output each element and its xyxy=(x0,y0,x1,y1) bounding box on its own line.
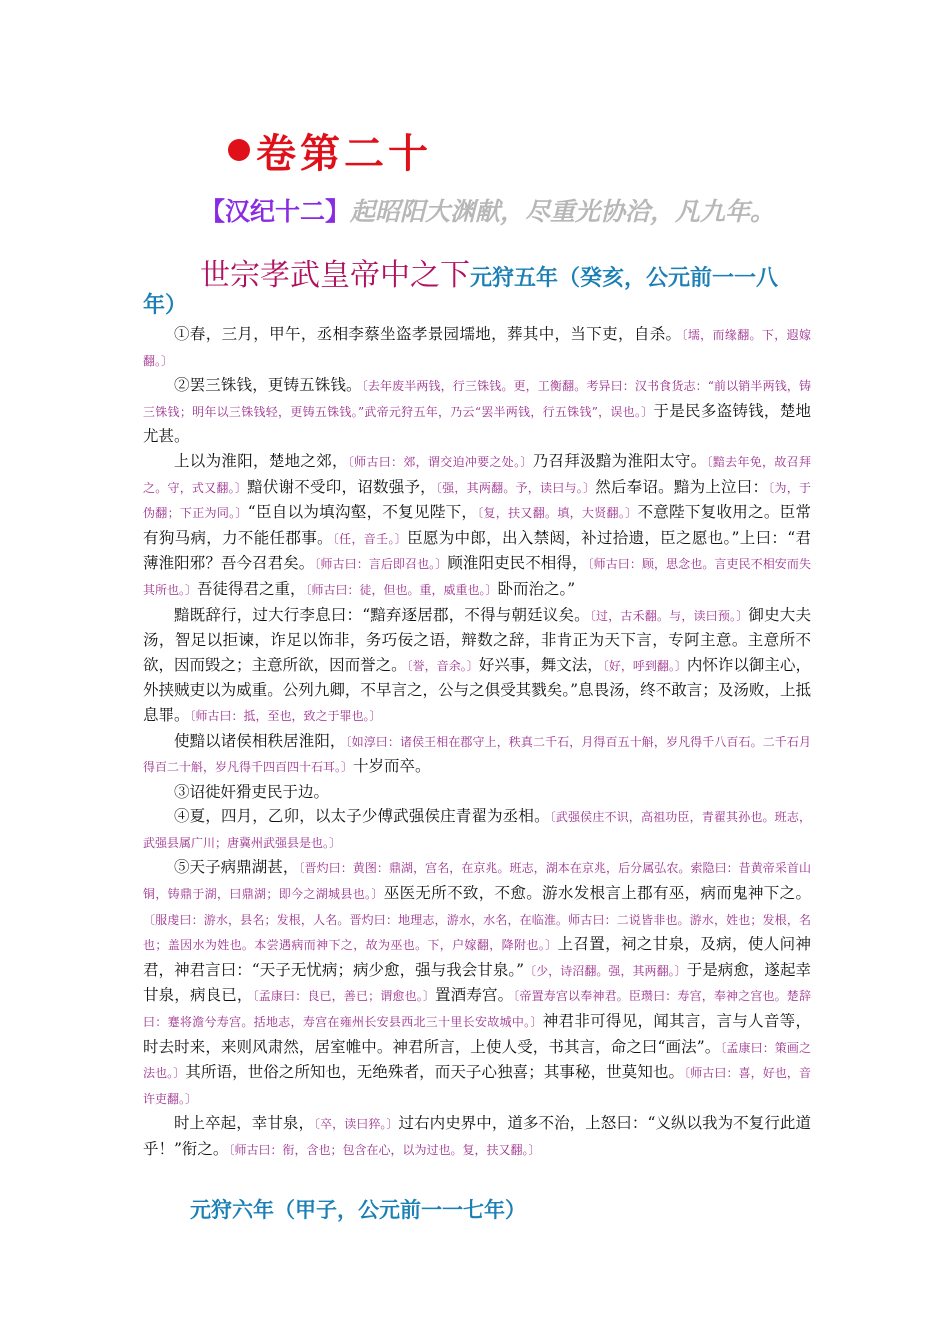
paragraph-text: ④夏，四月，乙卯，以太子少傅武强侯庄青翟为丞相。 xyxy=(174,807,550,826)
paragraph-text: 然后奉诏。黯为上泣曰： xyxy=(595,477,769,496)
annotation-note: 〔师古曰：顾，思念也。言吏民不相安而失其所也。〕 xyxy=(143,557,811,597)
emperor-title: 世宗孝武皇帝中之下 xyxy=(200,258,470,293)
paragraph-text: 卧而治之。” xyxy=(497,579,576,598)
paragraph-text: ③诏徙奸猾吏民于边。 xyxy=(174,782,330,801)
paragraph-text: 于是病愈，遂起幸甘泉，病良已， xyxy=(143,960,811,1005)
paragraph xyxy=(143,373,811,449)
annotation-note: 〔帝置寿宫以奉神君。臣瓒曰：寿宫，奉神之宫也。楚辞曰：蹇将澹兮寿宫。括地志，寿宫在雍州长安县西北三十里长安故城中。〕 xyxy=(143,989,811,1030)
paragraph xyxy=(143,729,811,780)
annotation-note: 〔好，呼到翻。〕 xyxy=(602,658,687,673)
annotation-note: 〔师古曰：徒，但也。重，威重也。〕 xyxy=(305,582,498,597)
annotation-note: 〔黯去年免，故召拜之。守，式又翻。〕 xyxy=(143,454,811,495)
paragraph-text: 好兴事，舞文法， xyxy=(478,655,603,674)
annotation-note: 〔复，扶又翻。填，大贤翻。〕 xyxy=(477,506,638,521)
annotation-note: 〔晋灼曰：黄图：鼎湖，宫名，在京兆。班志，湖本在京兆，后分属弘农。索隐曰：昔黄帝采首山铜，铸鼎于湖，曰鼎湖；即今之湖城县也。〕 xyxy=(143,861,811,902)
annotation-note: 〔武强侯庄不识，高祖功臣，青翟其孙也。班志，武强县属广川；唐冀州武强县是也。〕 xyxy=(143,810,811,850)
annotation-note: 〔为，于伪翻；下正为同。〕 xyxy=(143,480,811,521)
paragraph-text: 黯既辞行，过大行李息曰：“黯弃逐居郡，不得与朝廷议矣。 xyxy=(174,605,590,624)
volume-title xyxy=(228,122,432,179)
paragraph-text: 不意陛下复收用之。臣常有狗马病，力不能任郡事。 xyxy=(143,503,811,547)
annotation-note: 〔任，音壬。〕 xyxy=(332,531,408,546)
volume-title-text: 卷第二十 xyxy=(256,130,432,177)
annotation-note: 〔孟康曰：良已，善已；谓愈也。〕 xyxy=(252,989,436,1004)
paragraph xyxy=(143,603,811,729)
paragraph xyxy=(143,780,811,805)
paragraph-text: 巫医无所不致，不愈。游水发根言上郡有巫，病而鬼神下之。 xyxy=(383,884,811,903)
annotation-note: 〔过，古禾翻。与，读曰预。〕 xyxy=(589,608,749,623)
paragraph-text: 神君非可得见，闻其言，言与人音等，时去时来，来则风肃然，居室帷中。神君所言，上使人受，书其言，命之曰“画法”。 xyxy=(143,1012,811,1056)
annotation-note: 〔师古曰：抵，至也，致之于罪也。〕 xyxy=(189,708,382,723)
paragraph-text: 于是民多盗铸钱，楚地尤甚。 xyxy=(143,401,811,446)
year-heading-second: 元狩六年（甲子，公元前一一七年） xyxy=(190,1197,526,1222)
paragraph-text: 吾徒得君之重， xyxy=(197,579,306,598)
bullet-icon xyxy=(228,139,250,161)
paragraph-text: ⑤天子病鼎湖甚， xyxy=(174,858,299,877)
chapter-bracket-label: 【汉纪十二】 xyxy=(200,197,351,226)
annotation-note: 〔师古曰：喜，好也，音许吏翻。〕 xyxy=(143,1066,811,1106)
paragraph xyxy=(143,322,811,373)
paragraph-text: “臣自以为填沟壑，不复见陛下， xyxy=(247,503,478,522)
annotation-note: 〔如淳曰：诸侯王相在郡守上，秩真二千石，月得百五十斛，岁凡得千八百石。二千石月得百二十斛，岁凡得千四百四十石耳。〕 xyxy=(143,734,811,775)
paragraph-text: 上召置，祠之甘泉，及病，使人问神君，神君言曰：“天子无忧病；病少愈，强与我会甘泉。” xyxy=(143,935,811,979)
annotation-note: 〔卒，读曰猝。〕 xyxy=(314,1117,399,1132)
emperor-heading xyxy=(200,250,778,294)
paragraph-text: 十岁而卒。 xyxy=(353,757,431,776)
paragraph-text: 过右内史界中，道多不治，上怒曰：“义纵以我为不复行此道乎！”衔之。 xyxy=(143,1114,811,1158)
paragraph-text: 黯伏谢不受印，诏数强予， xyxy=(247,477,436,496)
annotation-note: 〔孟康曰：策画之法也。〕 xyxy=(143,1040,811,1081)
annotation-note: 〔壖，而缘翻。下，遐嫁翻。〕 xyxy=(143,328,811,368)
paragraph-text: 其所语，世俗之所知也，无绝殊者，而天子心独喜；其事秘，世莫知也。 xyxy=(185,1063,685,1082)
paragraph-text: 内怀诈以御主心，外挟贼吏以为威重。公列九卿，不早言之，公与之俱受其戮矣。”息畏汤，终不敢言；及汤败，上抵息罪。 xyxy=(143,655,811,724)
chapter-range-description: 起昭阳大渊献，尽重光协洽，凡九年。 xyxy=(350,197,776,226)
year-heading-first-continued: 年） xyxy=(143,292,188,318)
annotation-note: 〔强，其两翻。予，读曰与。〕 xyxy=(435,480,596,495)
paragraph-text: 御史大夫汤，智足以拒谏，诈足以饰非，务巧佞之语，辩数之辞，非肯正为天下言，专阿主意。主意所不欲，因而毁之；主意所欲，因而誉之。 xyxy=(143,605,811,674)
annotation-note: 〔去年废半两钱，行三铢钱。更，工衡翻。考异曰：汉书食货志：“前以销半两钱，铸三铢钱；明年以三铢钱轻，更铸五铢钱。”武帝元狩五年，乃云“罢半两钱，行五铢钱”，误也。〕 xyxy=(143,379,811,419)
paragraph-text: 乃召拜汲黯为淮阳太守。 xyxy=(532,451,707,470)
paragraph xyxy=(143,855,811,1111)
year-heading-first: 元狩五年（癸亥，公元前一一八 xyxy=(470,265,779,291)
paragraph-text: 时上卒起，幸甘泉， xyxy=(174,1114,315,1133)
annotation-note: 〔师古曰：郊，谓交迫冲要之处。〕 xyxy=(347,454,533,469)
chapter-subtitle xyxy=(200,192,775,228)
paragraph-text: ①春，三月，甲午，丞相李蔡坐盗孝景园壖地，葬其中，当下吏，自杀。 xyxy=(174,325,682,343)
paragraph-text: 上以为淮阳，楚地之郊， xyxy=(174,451,348,470)
paragraph xyxy=(143,1111,811,1162)
annotation-note: 〔师古曰：言后即召也。〕 xyxy=(314,557,448,572)
annotation-note: 〔师古曰：衔，含也；包含在心，以为过也。复，扶又翻。〕 xyxy=(228,1143,541,1157)
paragraph xyxy=(143,804,811,855)
annotation-note: 〔少，诗沼翻。强，其两翻。〕 xyxy=(524,963,687,978)
paragraph xyxy=(143,449,811,603)
annotation-note: 〔誉，音余。〕 xyxy=(406,658,479,673)
paragraph-text: 置酒寿宫。 xyxy=(435,986,514,1005)
paragraph-text: 顾淮阳吏民不相得， xyxy=(447,554,588,573)
annotation-note: 〔服虔曰：游水，县名；发根，人名。晋灼曰：地理志，游水，水名，在临淮。师古曰：二说皆非也。游水，姓也；发根，名也；盖因水为姓也。本尝遇病而神下之，故为巫也。下，户嫁翻，降附也。〕 xyxy=(143,912,811,953)
body-text xyxy=(143,322,811,1163)
paragraph-text: ②罢三铢钱，更铸五铢钱。 xyxy=(174,376,362,395)
paragraph-text: 臣愿为中郎，出入禁闼，补过拾遗，臣之愿也。”上曰：“君薄淮阳邪？吾今召君矣。 xyxy=(143,528,811,573)
paragraph-text: 使黯以诸侯相秩居淮阳， xyxy=(174,731,346,750)
